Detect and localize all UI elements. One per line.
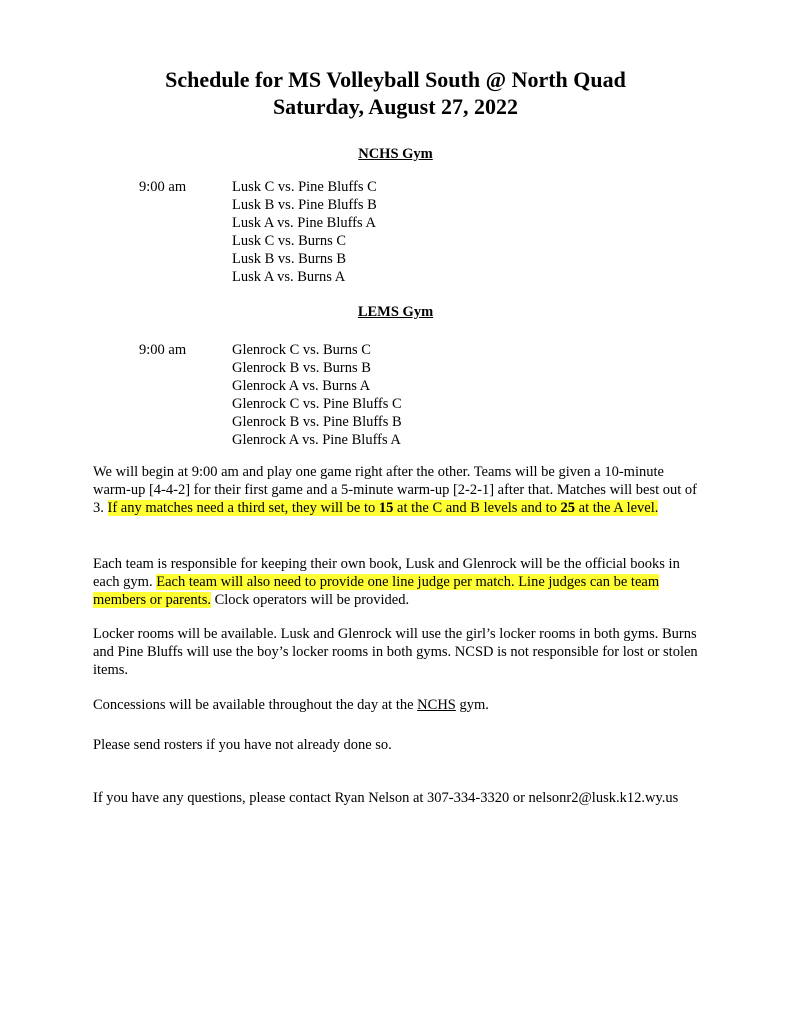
match-item: Lusk C vs. Burns C [232, 233, 347, 249]
match-item: Lusk A vs. Pine Bluffs A [232, 215, 376, 231]
match-list-lems [232, 341, 402, 449]
warmup-text: We will begin at 9:00 am and play one game right after the other. Teams will be given a 10-minute warm-up [4-4-2] for their first game and a 5-minute warm-up [2-2-1] after that. Matches will best out of 3. [93, 464, 697, 516]
third-set-text: at the A level. [575, 500, 659, 516]
match-item: Glenrock C vs. Burns C [232, 342, 371, 358]
match-item: Lusk B vs. Pine Bluffs B [232, 197, 377, 213]
match-item: Glenrock C vs. Pine Bluffs C [232, 396, 402, 412]
third-set-a-points: 25 [560, 500, 576, 516]
concessions-text: Concessions will be available throughout the day at the [93, 697, 418, 713]
match-list-nchs [232, 178, 377, 286]
contact-paragraph: If you have any questions, please contact Ryan Nelson at 307-334-3320 or nelsonr2@lusk.k12.wy.us [93, 790, 679, 806]
clock-operators-text: Clock operators will be provided. [210, 592, 410, 608]
officials-paragraph [93, 555, 703, 609]
start-time-nchs: 9:00 am [139, 179, 187, 195]
concessions-paragraph [93, 696, 703, 714]
start-time-lems: 9:00 am [139, 342, 187, 358]
gym-heading-nchs: NCHS Gym [358, 146, 433, 162]
match-item: Glenrock A vs. Pine Bluffs A [232, 432, 401, 448]
match-item: Lusk A vs. Burns A [232, 269, 346, 285]
gym-heading-lems: LEMS Gym [357, 304, 434, 320]
locker-rooms-paragraph: Locker rooms will be available. Lusk and Glenrock will use the girl’s locker rooms in both gyms. Burns and Pine Bluffs will use the boy’s locker rooms in both gyms. NCSD is not responsible for lost or stolen items. [93, 626, 698, 678]
match-item: Glenrock B vs. Burns B [232, 360, 371, 376]
match-item: Lusk B vs. Burns B [232, 251, 347, 267]
match-item: Glenrock A vs. Burns A [232, 378, 371, 394]
match-item: Lusk C vs. Pine Bluffs C [232, 179, 377, 195]
document-title: Schedule for MS Volleyball South @ North Quad [165, 67, 626, 92]
nchs-underlined: NCHS [417, 697, 456, 713]
officials-text: Each team is responsible for keeping their own book, Lusk and Glenrock will be the official books in each gym. [93, 556, 680, 590]
match-item: Glenrock B vs. Pine Bluffs B [232, 414, 402, 430]
line-judge-highlight: Each team will also need to provide one line judge per match. Line judges can be team members or parents. [93, 574, 660, 608]
concessions-text-end: gym. [455, 697, 489, 713]
third-set-highlight [108, 500, 659, 516]
rosters-paragraph: Please send rosters if you have not already done so. [93, 737, 392, 753]
document-date: Saturday, August 27, 2022 [272, 94, 519, 119]
third-set-text: at the C and B levels and to [393, 500, 561, 516]
third-set-text: If any matches need a third set, they will be to [107, 500, 379, 516]
warmup-paragraph [93, 463, 703, 517]
third-set-cb-points: 15 [378, 500, 394, 516]
